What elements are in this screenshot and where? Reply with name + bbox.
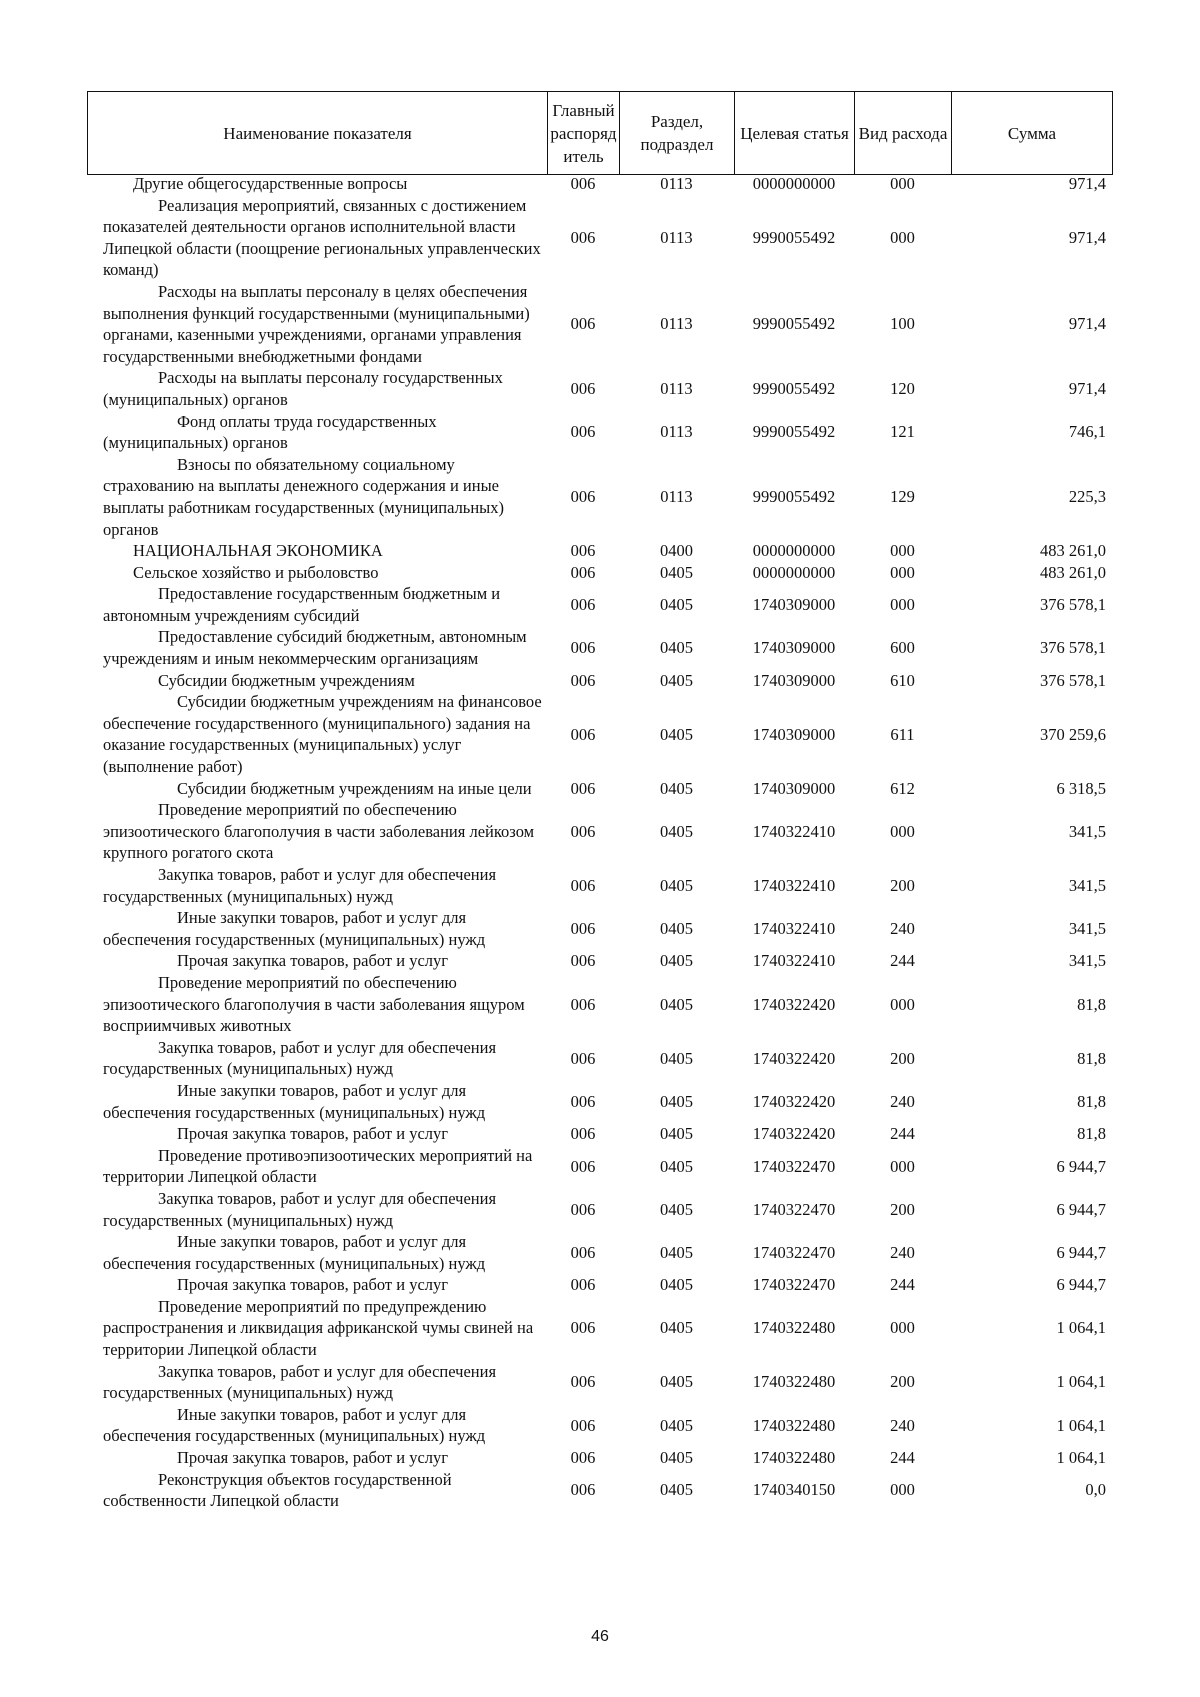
row-sum: 81,8 <box>1077 1091 1106 1111</box>
row-glav: 006 <box>570 918 596 938</box>
row-statya: 9990055492 <box>752 314 836 334</box>
row-name <box>87 367 547 410</box>
row-razdel: 0405 <box>660 1415 693 1435</box>
row-name <box>87 864 547 907</box>
row-sum: 6 944,7 <box>1056 1275 1106 1295</box>
header-statya: Целевая статья <box>735 92 855 175</box>
row-sum: 81,8 <box>1077 994 1106 1014</box>
row-vid: 600 <box>890 638 915 658</box>
row-vid: 240 <box>890 1091 915 1111</box>
row-name <box>87 670 547 692</box>
row-statya: 1740309000 <box>752 670 836 690</box>
row-sum: 376 578,1 <box>1040 595 1106 615</box>
row-name <box>87 583 547 626</box>
row-name-text: Иные закупки товаров, работ и услуг для обеспечения государственных (муниципальных) нужд <box>103 1232 486 1273</box>
row-sum: 225,3 <box>1068 487 1106 507</box>
row-glav: 006 <box>570 1448 596 1468</box>
row-name-text: Предоставление государственным бюджетным и автономным учреждениям субсидий <box>103 584 501 625</box>
row-vid: 244 <box>890 951 915 971</box>
row-statya: 1740309000 <box>752 778 836 798</box>
row-razdel: 0405 <box>660 1448 693 1468</box>
row-sum: 376 578,1 <box>1040 638 1106 658</box>
row-glav: 006 <box>570 1372 596 1392</box>
row-razdel: 0405 <box>660 670 693 690</box>
row-glav: 006 <box>570 1318 596 1338</box>
row-glav: 006 <box>570 541 596 561</box>
row-name <box>87 626 547 669</box>
row-sum: 971,4 <box>1068 174 1106 193</box>
row-vid: 610 <box>890 670 915 690</box>
row-statya: 1740322420 <box>752 1124 836 1144</box>
header-name: Наименование показателя <box>88 92 548 175</box>
row-razdel: 0113 <box>660 174 693 193</box>
table-row <box>87 972 1112 1037</box>
row-name-text: Проведение противоэпизоотических мероприятий на территории Липецкой области <box>103 1145 533 1187</box>
row-name <box>87 454 547 540</box>
row-vid: 000 <box>890 1480 915 1500</box>
row-name <box>87 907 547 950</box>
row-name-text: Проведение мероприятий по обеспечению эпизоотического благополучия в части заболевания ящуром восприимчивых животных <box>103 972 525 1036</box>
table-row <box>87 411 1112 454</box>
row-razdel: 0113 <box>660 487 693 507</box>
row-razdel: 0405 <box>660 1199 693 1219</box>
row-sum: 341,5 <box>1068 821 1106 841</box>
row-sum: 971,4 <box>1068 379 1106 399</box>
row-razdel: 0405 <box>660 724 693 744</box>
table-row <box>87 1361 1112 1404</box>
row-name <box>87 1469 547 1512</box>
row-name-text: Фонд оплаты труда государственных (муниципальных) органов <box>103 411 437 453</box>
table-row <box>87 1274 1112 1296</box>
row-razdel: 0405 <box>660 562 693 582</box>
row-name-text: Сельское хозяйство и рыболовство <box>133 562 379 582</box>
table-row <box>87 281 1112 367</box>
row-name-text: Реконструкция объектов государственной собственности Липецкой области <box>103 1469 452 1511</box>
row-vid: 000 <box>890 562 915 582</box>
table-row <box>87 626 1112 669</box>
row-razdel: 0405 <box>660 1275 693 1295</box>
row-razdel: 0405 <box>660 1372 693 1392</box>
table-row <box>87 1037 1112 1080</box>
row-statya: 1740322470 <box>752 1199 836 1219</box>
row-statya: 1740340150 <box>752 1480 836 1500</box>
row-glav: 006 <box>570 1242 596 1262</box>
row-name-text: Прочая закупка товаров, работ и услуг <box>177 951 449 971</box>
row-razdel: 0405 <box>660 918 693 938</box>
row-sum: 81,8 <box>1077 1048 1106 1068</box>
row-vid: 000 <box>890 821 915 841</box>
row-glav: 006 <box>570 1275 596 1295</box>
table-row <box>87 1404 1112 1447</box>
header-summa: Сумма <box>952 92 1113 175</box>
row-razdel: 0405 <box>660 778 693 798</box>
row-name-text: Расходы на выплаты персоналу государственных (муниципальных) органов <box>103 368 503 409</box>
row-name <box>87 1123 547 1145</box>
row-vid: 000 <box>890 1156 915 1176</box>
row-name-text: Предоставление субсидий бюджетным, автономным учреждениям и иным некоммерческим организациям <box>103 627 527 669</box>
row-vid: 200 <box>890 1372 915 1392</box>
table-row <box>87 778 1112 800</box>
row-razdel: 0113 <box>660 227 693 247</box>
row-glav: 006 <box>570 670 596 690</box>
table-row <box>87 173 1112 195</box>
row-statya: 1740322410 <box>752 875 836 895</box>
row-glav: 006 <box>570 1480 596 1500</box>
table-row <box>87 799 1112 864</box>
row-glav: 006 <box>570 314 596 334</box>
table-row <box>87 864 1112 907</box>
table-row <box>87 1080 1112 1123</box>
row-name-text: Иные закупки товаров, работ и услуг для обеспечения государственных (муниципальных) нужд <box>103 1080 486 1122</box>
row-razdel: 0405 <box>660 1124 693 1144</box>
row-sum: 746,1 <box>1068 422 1106 442</box>
table-row <box>87 583 1112 626</box>
row-name-text: Прочая закупка товаров, работ и услуг <box>177 1448 449 1468</box>
row-razdel: 0113 <box>660 314 693 334</box>
row-name-text: Прочая закупка товаров, работ и услуг <box>177 1275 449 1295</box>
table-row <box>87 1145 1112 1188</box>
row-sum: 1 064,1 <box>1056 1372 1106 1392</box>
row-statya: 1740322420 <box>752 1091 836 1111</box>
row-vid: 000 <box>890 227 915 247</box>
row-sum: 341,5 <box>1068 951 1106 971</box>
row-name <box>87 950 547 972</box>
table-row <box>87 1123 1112 1145</box>
row-sum: 81,8 <box>1077 1124 1106 1144</box>
row-glav: 006 <box>570 724 596 744</box>
row-glav: 006 <box>570 1091 596 1111</box>
row-name <box>87 1145 547 1188</box>
row-statya: 1740322480 <box>752 1372 836 1392</box>
row-name-text: Расходы на выплаты персоналу в целях обеспечения выполнения функций государственными (муниципальными) органами, казенными учреждениями, органами управления государственными внебюджетными фондами <box>103 281 530 366</box>
row-name-text: Взносы по обязательному социальному страхованию на выплаты денежного содержания и иные выплаты работникам государственных (муниципальных) органов <box>103 454 504 539</box>
row-vid: 120 <box>890 379 915 399</box>
page-number: 46 <box>591 1628 609 1645</box>
row-vid: 000 <box>890 595 915 615</box>
row-name <box>87 972 547 1037</box>
row-statya: 1740322410 <box>752 918 836 938</box>
row-name-text: Субсидии бюджетным учреждениям на иные цели <box>177 778 532 798</box>
row-razdel: 0113 <box>660 379 693 399</box>
row-glav: 006 <box>570 638 596 658</box>
table-row <box>87 1296 1112 1361</box>
table-row <box>87 454 1112 540</box>
table-row <box>87 562 1112 584</box>
row-glav: 006 <box>570 487 596 507</box>
table-row <box>87 907 1112 950</box>
row-name-text: Закупка товаров, работ и услуг для обеспечения государственных (муниципальных) нужд <box>103 1037 497 1079</box>
row-sum: 483 261,0 <box>1040 541 1106 561</box>
row-statya: 9990055492 <box>752 227 836 247</box>
row-sum: 1 064,1 <box>1056 1448 1106 1468</box>
row-glav: 006 <box>570 379 596 399</box>
row-glav: 006 <box>570 1156 596 1176</box>
row-statya: 1740322470 <box>752 1242 836 1262</box>
header-razdel: Раздел, подраздел <box>620 92 735 175</box>
row-sum: 483 261,0 <box>1040 562 1106 582</box>
table-row <box>87 1447 1112 1469</box>
row-glav: 006 <box>570 994 596 1014</box>
row-vid: 240 <box>890 1242 915 1262</box>
row-glav: 006 <box>570 227 596 247</box>
row-name-text: Иные закупки товаров, работ и услуг для обеспечения государственных (муниципальных) нужд <box>103 1404 486 1446</box>
row-name <box>87 540 547 562</box>
table-row <box>87 691 1112 777</box>
row-glav: 006 <box>570 562 596 582</box>
table-row <box>87 195 1112 281</box>
row-statya: 9990055492 <box>752 422 836 442</box>
row-sum: 341,5 <box>1068 875 1106 895</box>
row-vid: 240 <box>890 1415 915 1435</box>
row-sum: 6 318,5 <box>1056 778 1106 798</box>
row-razdel: 0405 <box>660 1318 693 1338</box>
row-vid: 244 <box>890 1275 915 1295</box>
row-name <box>87 173 547 195</box>
row-glav: 006 <box>570 174 596 193</box>
table-row <box>87 670 1112 692</box>
row-name <box>87 1080 547 1123</box>
table-row <box>87 540 1112 562</box>
row-glav: 006 <box>570 1124 596 1144</box>
table-row <box>87 1469 1112 1512</box>
row-glav: 006 <box>570 422 596 442</box>
table-row <box>87 950 1112 972</box>
row-razdel: 0405 <box>660 1480 693 1500</box>
row-vid: 244 <box>890 1448 915 1468</box>
row-statya: 1740322410 <box>752 951 836 971</box>
row-vid: 000 <box>890 1318 915 1338</box>
row-statya: 1740309000 <box>752 638 836 658</box>
row-name-text: Закупка товаров, работ и услуг для обеспечения государственных (муниципальных) нужд <box>103 1188 497 1230</box>
row-glav: 006 <box>570 1415 596 1435</box>
row-razdel: 0405 <box>660 994 693 1014</box>
row-name <box>87 1361 547 1404</box>
row-glav: 006 <box>570 821 596 841</box>
row-statya: 1740322420 <box>752 994 836 1014</box>
row-razdel: 0405 <box>660 1242 693 1262</box>
table-header <box>87 91 1113 175</box>
row-sum: 971,4 <box>1068 314 1106 334</box>
row-statya: 1740322470 <box>752 1275 836 1295</box>
row-sum: 1 064,1 <box>1056 1415 1106 1435</box>
row-statya: 1740322480 <box>752 1415 836 1435</box>
row-name <box>87 1274 547 1296</box>
row-name-text: Проведение мероприятий по предупреждению распространения и ликвидация африканской чумы свиней на территории Липецкой области <box>103 1296 534 1360</box>
row-name <box>87 195 547 281</box>
row-vid: 129 <box>890 487 915 507</box>
row-name-text: Прочая закупка товаров, работ и услуг <box>177 1124 449 1144</box>
table-row <box>87 367 1112 410</box>
row-name-text: Субсидии бюджетным учреждениям на финансовое обеспечение государственного (муниципального) задания на оказание государственных (муниципальных) услуг (выполнение работ) <box>103 692 542 777</box>
row-name-text: Другие общегосударственные вопросы <box>133 174 408 193</box>
row-name <box>87 778 547 800</box>
row-statya: 1740322420 <box>752 1048 836 1068</box>
row-sum: 6 944,7 <box>1056 1156 1106 1176</box>
row-vid: 100 <box>890 314 915 334</box>
row-vid: 611 <box>890 724 915 744</box>
row-name-text: Субсидии бюджетным учреждениям <box>158 670 415 690</box>
row-name <box>87 1037 547 1080</box>
row-name <box>87 1188 547 1231</box>
row-statya: 0000000000 <box>752 174 836 193</box>
row-name-text: Иные закупки товаров, работ и услуг для обеспечения государственных (муниципальных) нужд <box>103 908 486 949</box>
row-name <box>87 799 547 864</box>
row-razdel: 0405 <box>660 821 693 841</box>
row-vid: 000 <box>890 541 915 561</box>
row-name-text: Проведение мероприятий по обеспечению эпизоотического благополучия в части заболевания лейкозом крупного рогатого скота <box>103 800 535 863</box>
row-sum: 376 578,1 <box>1040 670 1106 690</box>
row-name <box>87 562 547 584</box>
row-name <box>87 281 547 367</box>
row-statya: 1740309000 <box>752 595 836 615</box>
row-glav: 006 <box>570 951 596 971</box>
row-name-text: НАЦИОНАЛЬНАЯ ЭКОНОМИКА <box>133 541 383 561</box>
row-sum: 971,4 <box>1068 227 1106 247</box>
row-razdel: 0405 <box>660 638 693 658</box>
row-statya: 1740322480 <box>752 1448 836 1468</box>
row-statya: 1740309000 <box>752 724 836 744</box>
row-name <box>87 411 547 454</box>
row-glav: 006 <box>570 1199 596 1219</box>
row-razdel: 0405 <box>660 1091 693 1111</box>
row-name <box>87 1231 547 1274</box>
row-statya: 1740322480 <box>752 1318 836 1338</box>
row-vid: 000 <box>890 994 915 1014</box>
row-name <box>87 1296 547 1361</box>
row-vid: 200 <box>890 875 915 895</box>
row-statya: 9990055492 <box>752 379 836 399</box>
row-vid: 244 <box>890 1124 915 1144</box>
row-name-text: Закупка товаров, работ и услуг для обеспечения государственных (муниципальных) нужд <box>103 1361 497 1403</box>
row-sum: 370 259,6 <box>1040 724 1106 744</box>
row-vid: 000 <box>890 174 915 193</box>
row-sum: 0,0 <box>1085 1480 1106 1500</box>
row-sum: 6 944,7 <box>1056 1199 1106 1219</box>
row-vid: 200 <box>890 1048 915 1068</box>
header-glav: Главный распоряд итель <box>548 92 620 175</box>
row-glav: 006 <box>570 875 596 895</box>
row-razdel: 0405 <box>660 595 693 615</box>
row-glav: 006 <box>570 778 596 798</box>
row-statya: 0000000000 <box>752 562 836 582</box>
row-name <box>87 691 547 777</box>
row-razdel: 0113 <box>660 422 693 442</box>
row-sum: 1 064,1 <box>1056 1318 1106 1338</box>
row-razdel: 0405 <box>660 951 693 971</box>
row-vid: 240 <box>890 918 915 938</box>
row-razdel: 0405 <box>660 875 693 895</box>
row-name <box>87 1404 547 1447</box>
row-statya: 1740322410 <box>752 821 836 841</box>
row-razdel: 0400 <box>660 541 693 561</box>
row-vid: 200 <box>890 1199 915 1219</box>
row-glav: 006 <box>570 1048 596 1068</box>
row-vid: 121 <box>890 422 915 442</box>
budget-table <box>87 173 1112 1512</box>
row-name <box>87 1447 547 1469</box>
row-razdel: 0405 <box>660 1048 693 1068</box>
row-sum: 341,5 <box>1068 918 1106 938</box>
row-name-text: Реализация мероприятий, связанных с достижением показателей деятельности органов исполнительной власти Липецкой области (поощрение региональных управленческих команд) <box>103 195 541 280</box>
table-row <box>87 1231 1112 1274</box>
row-razdel: 0405 <box>660 1156 693 1176</box>
row-statya: 0000000000 <box>752 541 836 561</box>
table-row <box>87 1188 1112 1231</box>
row-vid: 612 <box>890 778 915 798</box>
row-statya: 1740322470 <box>752 1156 836 1176</box>
header-vid: Вид расхода <box>855 92 952 175</box>
row-name-text: Закупка товаров, работ и услуг для обеспечения государственных (муниципальных) нужд <box>103 865 497 906</box>
row-glav: 006 <box>570 595 596 615</box>
row-statya: 9990055492 <box>752 487 836 507</box>
row-sum: 6 944,7 <box>1056 1242 1106 1262</box>
